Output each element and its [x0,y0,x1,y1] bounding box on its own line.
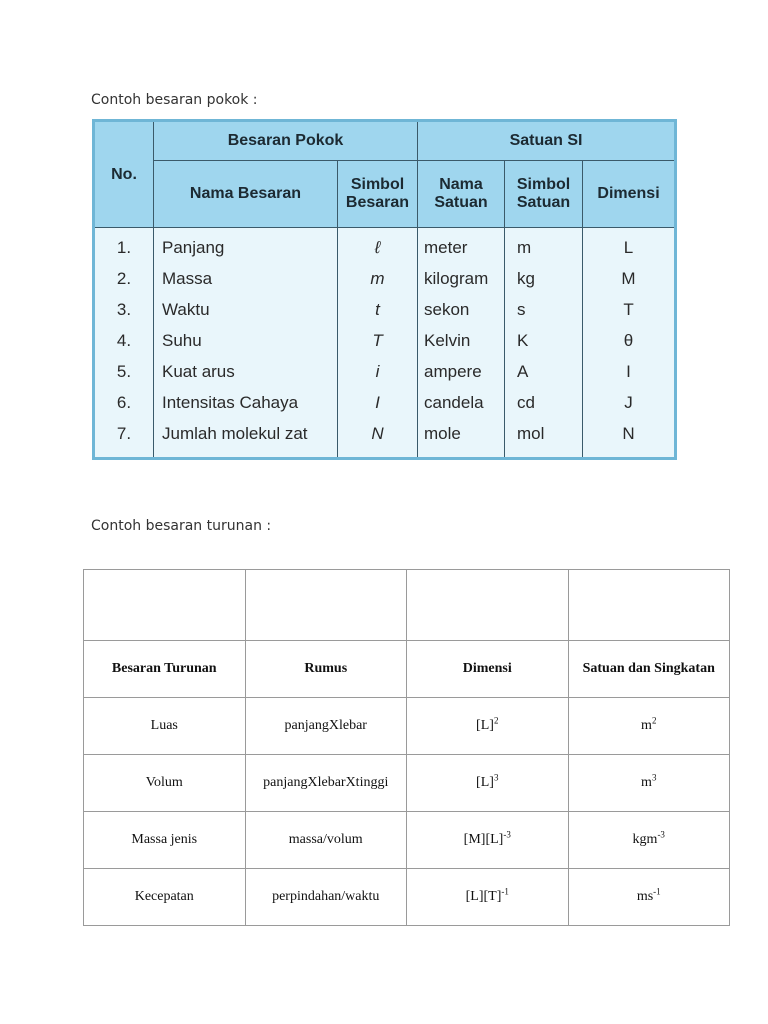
cell-satuan [568,755,730,812]
cell-nama-satuan: kilogram [418,263,505,294]
satuan-exponent: -3 [657,829,665,840]
cell-nama-besaran: Jumlah molekul zat [154,418,338,459]
table-row [84,812,730,869]
satuan-base: m [641,775,652,790]
header-simbol-satuan-line2: Satuan [516,194,571,211]
cell-satuan [568,698,730,755]
header-satuan-si: Satuan SI [418,121,676,161]
cell-nama-satuan: Kelvin [418,325,505,356]
cell-simbol-besaran: m [338,263,418,294]
cell-simbol-satuan: m [505,228,583,264]
table-row [94,387,676,418]
header-dimensi: Dimensi [407,641,569,698]
dimensi-base: [L] [476,775,494,790]
satuan-base: ms [636,889,654,904]
cell-simbol-besaran: t [338,294,418,325]
table-row [94,263,676,294]
table-row [84,755,730,812]
cell-dimensi: N [583,418,676,459]
table-row [94,325,676,356]
header-simbol-satuan [505,161,583,228]
caption-besaran-pokok: Contoh besaran pokok : [91,92,258,108]
cell-simbol-besaran: T [338,325,418,356]
cell-besaran: Luas [84,698,246,755]
cell-dimensi [407,812,569,869]
dimensi-exponent: 2 [493,715,499,726]
cell-no: 4. [94,325,154,356]
dimensi-exponent: -3 [503,829,511,840]
blank-cell [84,570,246,641]
cell-nama-satuan: candela [418,387,505,418]
cell-simbol-besaran: ℓ [338,228,418,264]
cell-nama-besaran: Massa [154,263,338,294]
header-no: No. [94,121,154,228]
cell-rumus: massa/volum [245,812,407,869]
header-besaran-pokok: Besaran Pokok [154,121,418,161]
table-row [94,418,676,459]
cell-simbol-besaran: i [338,356,418,387]
cell-nama-satuan: mole [418,418,505,459]
cell-no: 6. [94,387,154,418]
cell-simbol-satuan: K [505,325,583,356]
cell-no: 1. [94,228,154,264]
cell-dimensi [407,869,569,926]
cell-rumus: perpindahan/waktu [245,869,407,926]
header-besaran-turunan: Besaran Turunan [84,641,246,698]
cell-besaran: Kecepatan [84,869,246,926]
table-row [84,698,730,755]
cell-nama-satuan: meter [418,228,505,264]
satuan-base: kgm [632,832,658,847]
cell-nama-besaran: Panjang [154,228,338,264]
cell-dimensi: θ [583,325,676,356]
dimensi-base: [L] [476,718,494,733]
cell-rumus: panjangXlebar [245,698,407,755]
cell-nama-besaran: Suhu [154,325,338,356]
table-besaran-turunan [83,569,730,926]
header-nama-satuan [418,161,505,228]
cell-no: 2. [94,263,154,294]
caption-besaran-turunan: Contoh besaran turunan : [91,518,272,534]
cell-no: 3. [94,294,154,325]
blank-cell [568,570,730,641]
header-nama-satuan-line2: Satuan [434,194,488,211]
cell-simbol-besaran: I [338,387,418,418]
header-simbol-besaran-line1: Simbol [350,176,405,193]
cell-nama-satuan: ampere [418,356,505,387]
cell-simbol-satuan: mol [505,418,583,459]
table-besaran-pokok [92,119,677,460]
cell-dimensi: T [583,294,676,325]
table-row [94,356,676,387]
satuan-base: m [641,718,652,733]
cell-simbol-satuan: cd [505,387,583,418]
cell-dimensi: L [583,228,676,264]
satuan-exponent: -1 [653,886,661,897]
dimensi-exponent: 3 [493,772,499,783]
blank-row [84,570,730,641]
dimensi-base: [M][L] [463,832,504,847]
header-simbol-besaran-line2: Besaran [345,194,410,211]
cell-besaran: Volum [84,755,246,812]
blank-cell [245,570,407,641]
cell-no: 7. [94,418,154,459]
cell-simbol-besaran: N [338,418,418,459]
cell-dimensi: I [583,356,676,387]
satuan-exponent: 2 [651,715,657,726]
satuan-exponent: 3 [651,772,657,783]
header-satuan-singkatan: Satuan dan Singkatan [568,641,730,698]
blank-cell [407,570,569,641]
cell-dimensi: M [583,263,676,294]
header-simbol-satuan-line1: Simbol [516,176,571,193]
header-simbol-besaran [338,161,418,228]
table-row [84,869,730,926]
cell-nama-besaran: Waktu [154,294,338,325]
header-nama-satuan-line1: Nama [439,176,483,193]
cell-simbol-satuan: s [505,294,583,325]
header-dimensi: Dimensi [583,161,676,228]
dimensi-base: [L][T] [465,889,502,904]
header-nama-besaran: Nama Besaran [154,161,338,228]
cell-dimensi [407,698,569,755]
header-rumus: Rumus [245,641,407,698]
cell-simbol-satuan: A [505,356,583,387]
cell-simbol-satuan: kg [505,263,583,294]
table-row [94,294,676,325]
cell-besaran: Massa jenis [84,812,246,869]
cell-no: 5. [94,356,154,387]
cell-rumus: panjangXlebarXtinggi [245,755,407,812]
cell-dimensi: J [583,387,676,418]
cell-dimensi [407,755,569,812]
dimensi-exponent: -1 [501,886,509,897]
cell-nama-satuan: sekon [418,294,505,325]
cell-satuan [568,869,730,926]
cell-nama-besaran: Kuat arus [154,356,338,387]
cell-nama-besaran: Intensitas Cahaya [154,387,338,418]
table-row [94,228,676,264]
cell-satuan [568,812,730,869]
header-row [84,641,730,698]
